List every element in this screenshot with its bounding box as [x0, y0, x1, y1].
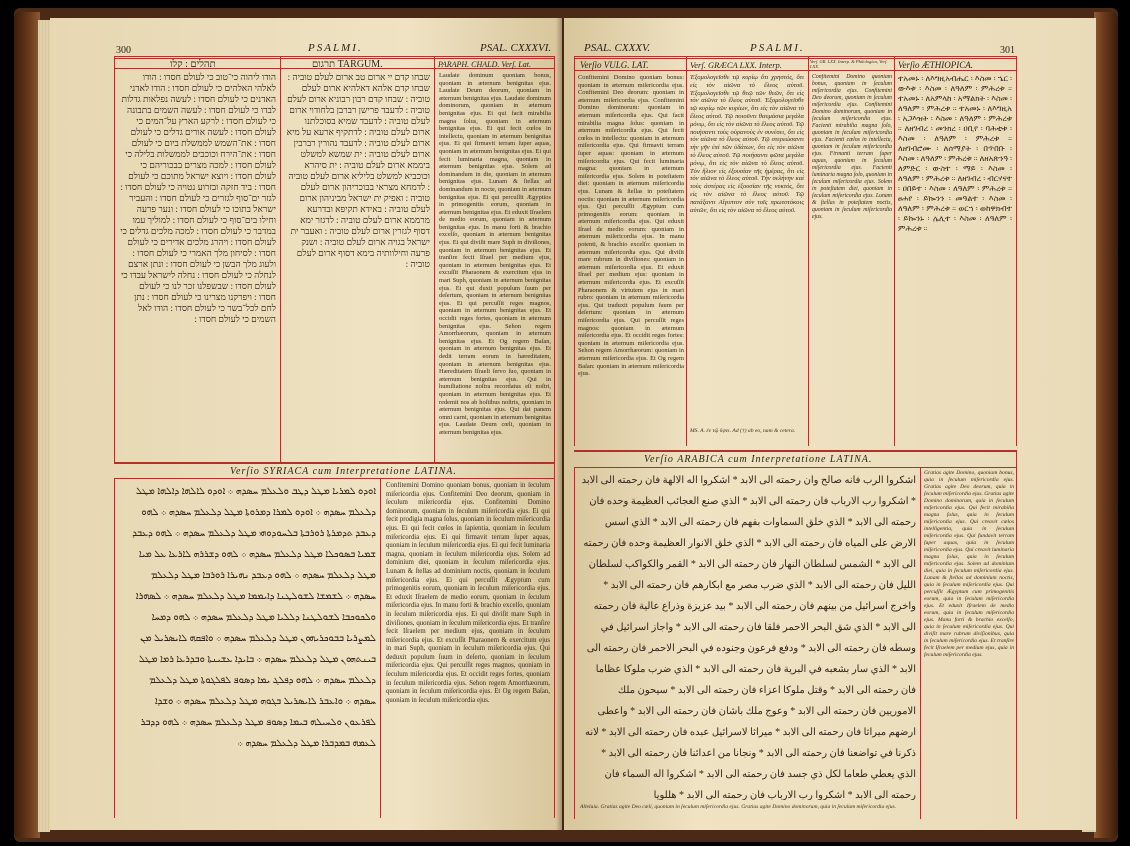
rule: [280, 56, 281, 462]
greek-footnote: MS. A. ἐν τῷ ὕψει. Ad (†) ab eo, nam & cetera.: [690, 428, 796, 434]
rule: [114, 462, 554, 464]
paraph-column-head: PARAPH. CHALD. Verſ. Lat.: [438, 60, 531, 69]
rule: [1016, 450, 1017, 819]
syriac-section-head: Verſio SYRIACA cum Interpretatione LATINA.: [230, 466, 457, 477]
greek-latin-text: Confitemini Domino quoniam bonus, quoniam in ſeculum miſericordia ejus. Confitemini Deo deorum, quoniam in ſeculum miſericordia ejus. Confitemini Domino dominorum, quoniam in ſeculum miſericordia ejus. Facienti mirabilia magna ſolo, quoniam in ſeculum miſericordia ejus. Facienti cœlos in intellectu, quoniam in ſeculum miſericordia ejus. Firmanti terram ſuper aquas, quoniam in ſeculum miſericordia ejus. Facienti luminaria magna ſolo, quoniam in ſeculum miſericordia ejus. Solem in poteſtatem diei, quoniam in ſeculum miſericordia ejus. Lunam & ſtellas in poteſtatem noctis, quoniam in ſeculum miſericordia ejus.: [812, 74, 892, 220]
vulgate-text: Confitemini Domino quoniam bonus: quoniam in æternum miſericordia ejus. Confitemini Deo deorum: quoniam in æternum miſericordia ejus. Confitemini Domino dominorum: quoniam in æternum miſericordia ejus. Qui facit mirabilia magna ſolus: quoniam in æternum miſericordia ejus. Qui fecit cœlos in intellectu: quoniam in æternum miſericordia ejus. Qui firmavit terram ſuper aquas: quoniam in æternum miſericordia ejus. Qui fecit luminaria magna: quoniam in æternum miſericordia ejus. Solem in poteſtatem diei: quoniam in æternum miſericordia ejus. Lunam & ſtellas in poteſtatem noctis: quoniam in æternum miſericordia ejus. Qui percuſſit Ægyptum cum primogenitis eorum: quoniam in æternum miſericordia ejus. Qui eduxit Iſrael de medio eorum: quoniam in æternum miſericordia ejus. In manu potenti, & brachio excelſo: quoniam in æternum miſericordia ejus. Qui diviſit mare rubrum in diviſiones: quoniam in æternum miſericordia ejus. Et eduxit Iſrael per medium ejus: quoniam in æternum miſericordia ejus. Et excuſſit Pharaonem & virtutem ejus in mari rubro: quoniam in æternum miſericordia ejus. Qui traduxit populum ſuum per deſertum: quoniam in æternum miſericordia ejus. Qui percuſſit reges magnos: quoniam in æternum miſericordia ejus. Et occidit reges fortes: quoniam in æternum miſericordia ejus. Sehon regem Amorrhæorum: quoniam in æternum miſericordia ejus. Et Og regem Baſan: quoniam in æternum miſericordia ejus.: [578, 74, 684, 378]
left-page-number: 300: [116, 45, 131, 56]
hebrew-column-head: תהלים : קלו: [170, 59, 216, 70]
hebrew-text: הודו ליהוה כי־טוב כי לעולם חסדו : הודו לאלהי האלהים כי לעולם חסדו : הודו לאדני האדנים כי לעולם חסדו : לעשה נפלאות גדלות לבדו כי לעולם חסדו : לעשה השמים בתבונה כי לעולם חסדו : לרקע הארץ על־המים כי לעולם חסדו : לעשה אורים גדלים כי לעולם חסדו : את־השמש לממשלת ביום כי לעולם חסדו : את־הירח וכוכבים לממשלות בלילה כי לעולם חסדו : למכה מצרים בבכוריהם כי לעולם חסדו : ויוצא ישראל מתוכם כי לעולם חסדו : ביד חזקה ובזרוע נטויה כי לעולם חסדו : לגזר ים־סוף לגזרים כי לעולם חסדו : והעביר ישראל בתוכו כי לעולם חסדו : ונער פרעה וחילו בים־סוף כי לעולם חסדו : למוליך עמו במדבר כי לעולם חסדו : למכה מלכים גדלים כי לעולם חסדו : ויהרג מלכים אדירים כי לעולם חסדו : לסיחון מלך האמרי כי לעולם חסדו : ולעוג מלך הבשן כי לעולם חסדו : ונתן ארצם לנחלה כי לעולם חסדו : נחלה לישראל עבדו כי לעולם חסדו : שבשפלנו זכר לנו כי לעולם חסדו : ויפרקנו מצרינו כי לעולם חסדו : נתן לחם לכל־בשר כי לעולם חסדו : הודו לאל השמים כי לעולם חסדו :: [120, 72, 276, 324]
right-psalm-ref: PSAL. CXXXV.: [584, 42, 651, 54]
right-cover-edge: [1094, 12, 1118, 838]
syriac-text: ܐܘܕܘ ܠܡܪܝܐ ܡܛܠ ܕܛܒ ܘܠܥܠܡ ܚܣܕܗ ܀ ܐܘܕܘ ܠܐܠܗܐ ܕܐܠܗܐ ܡܛܠ ܕܠܥܠܡ ܚܣܕܗ ܀ ܐܘܕܘ ܠܡܪܐ ܕܡܪܘܬܐ ܡܛܠ ܕܠܥܠܡ ܚܣܕܗ ܀ ܠܗܘ ܕܥܒܕ ܬܕܡܪܬܐ ܪܘܪܒܬܐ ܒܠܚܘܕܘܗܝ ܡܛܠ ܕܠܥܠܡ ܚܣܕܗ ܀ ܠܗܘ ܕܥܒܕ ܫܡܝܐ ܒܣܘܟܠܐ ܡܛܠ ܕܠܥܠܡ ܚܣܕܗ ܀ ܠܗܘ ܕܫܪܪܗ ܠܐܪܥܐ ܥܠ ܡܝܐ ܡܛܠ ܕܠܥܠܡ ܚܣܕܗ ܀ ܠܗܘ ܕܥܒܕ ܢܗܝܪܐ ܪܘܪܒܐ ܡܛܠ ܕܠܥܠܡ ܚܣܕܗ ܀ ܠܫܡܫܐ ܠܫܘܠܛܢܐ ܕܐܝܡܡܐ ܡܛܠ ܕܠܥܠܡ ܚܣܕܗ ܀ ܠܣܗܪܐ ܘܠܟܘܟܒܐ ܠܫܘܠܛܢܐ ܕܠܠܝܐ ܡܛܠ ܕܠܥܠܡ ܚܣܕܗ ܀ ܠܗܘ ܕܡܚܐ ܠܡܨܪܝܐ ܒܒܘܟܪܝܗܘܢ ܡܛܠ ܕܠܥܠܡ ܚܣܕܗ ܀ ܘܐܦܩܗ ܠܐܝܣܪܝܠ ܡܢ ܒܝܢܬܗܘܢ ܡܛܠ ܕܠܥܠܡ ܚܣܕܗ ܀ ܒܐܝܕܐ ܥܫܝܢܬܐ ܘܒܕܪܥܐ ܪܡܐ ܡܛܠ ܕܠܥܠܡ ܚܣܕܗ ܀ ܠܗܘ ܕܦܠܓ ܝܡܐ ܕܣܘܦ ܠܦܠܓܘܬܐ ܡܛܠ ܕܠܥܠܡ ܚܣܕܗ ܀ ܘܐܥܒܪ ܠܐܝܣܪܝܠ ܒܓܘܗ ܡܛܠ ܕܠܥܠܡ ܚܣܕܗ ܀ ܘܫܕܐ ܠܦܪܥܘܢ ܘܠܚܝܠܗ ܒܝܡܐ ܕܣܘܦ ܡܛܠ ܕܠܥܠܡ ܚܣܕܗ ܀ ܠܗܘ ܕܕܒܪ ܠܥܡܗ ܒܡܕܒܪܐ ܡܛܠ ܕܠܥܠܡ ܚܣܕܗ ܀: [132, 487, 376, 749]
paraph-latin-text: Laudate dominum quoniam bonus, quoniam in æternum benignitas ejus. Laudate Deum deorum, quoniam in æternum benignitas ejus. Laudate dominum dominorum, quoniam in æternum benignitas ejus. Ei qui facit mirabilia magna ſolus, quoniam in æternum benignitas ejus. Ei qui fecit cœlos in intellectu, quoniam in æternum benignitas ejus. Ei qui firmavit terram ſuper aquas, quoniam in æternum benignitas ejus. Ei qui fecit luminaria magna, quoniam in æternum benignitas ejus. Solem ad dominandum in die, quoniam in æternum benignitas ejus. Lunam & ſtellas ad dominandum in nocte, quoniam in æternum benignitas ejus. Ei qui percuſſit Ægyptios in primogenitis eorum, quoniam in æternum benignitas ejus. Et eduxit Iſraelem de medio eorum, quoniam in æternum benignitas ejus. In manu forti & brachio excelſo, quoniam in æternum benignitas ejus. Ei qui diviſit mare Suph in diviſiones, quoniam in æternum benignitas ejus. Et tranſire fecit Iſrael per medium ejus, quoniam in æternum benignitas ejus. Et excuſſit Pharaonem & exercitum ejus in mari Suph, quoniam in æternum benignitas ejus. Ei qui duxit populum ſuum per deſertum, quoniam in æternum benignitas ejus. Ei qui percuſſit reges magnos, quoniam in æternum benignitas ejus. Et occidit reges fortes, quoniam in æternum benignitas ejus. Sehon regem Amorrhæorum, quoniam in æternum benignitas ejus. Et Og regem Baſan, quoniam in æternum benignitas ejus. Et dedit terram eorum in hæreditatem, quoniam in æternum benignitas ejus. Hæreditatem Iſraeli ſervo ſuo, quoniam in æternum benignitas ejus. Qui in humiliatione noſtra recordatus eſt noſtri, quoniam in æternum benignitas ejus. Et redemit nos ab hoſtibus noſtris, quoniam in æternum benignitas ejus. Qui dat panem omni carni, quoniam in æternum benignitas ejus. Laudate Deum cœli, quoniam in æternum benignitas ejus.: [439, 72, 551, 436]
rule: [574, 58, 1016, 59]
rule: [574, 70, 1016, 71]
right-page-number: 301: [1000, 45, 1015, 56]
targum-column-head: תרגום TARGUM.: [312, 59, 383, 70]
rule: [920, 467, 921, 819]
syriac-latin-text: Confitemini Domino quoniam bonus, quoniam in ſeculum miſericordia ejus. Confitemini Deo deorum, quoniam in ſeculum miſericordia ejus. Confitemini Domino dominorum, quoniam in ſeculum miſericordia ejus. Ei qui fecit prodigia magna ſolus, quoniam in ſeculum miſericordia ejus. Ei qui fecit cœlos in ſapientia, quoniam in ſeculum miſericordia ejus. Ei qui firmavit terram ſuper aquas, quoniam in ſeculum miſericordia ejus. Ei qui fecit luminaria magna, quoniam in ſeculum miſericordia ejus. Solem ad dominium diei, quoniam in ſeculum miſericordia ejus. Lunam & ſtellas ad dominium noctis, quoniam in ſeculum miſericordia ejus. Ei qui percuſſit Ægyptum cum primogenitis eorum, quoniam in ſeculum miſericordia ejus. Et eduxit Iſraelem de medio eorum, quoniam in ſeculum miſericordia ejus. In manu forti & brachio excelſo, quoniam in ſeculum miſericordia ejus. Ei qui diviſit mare Suph in diviſiones, quoniam in ſeculum miſericordia ejus. Et tranſire fecit Iſraelem per medium ejus, quoniam in ſeculum miſericordia ejus. Et excuſſit Pharaonem & exercitum ejus in mari Suph, quoniam in ſeculum miſericordia ejus. Qui deduxit populum ſuum in deſerto, quoniam in ſeculum miſericordia ejus. Qui percuſſit reges magnos, quoniam in ſeculum miſericordia ejus. Et occidit reges fortes, quoniam in ſeculum miſericordia ejus. Sehon regem Amorrhæorum, quoniam in ſeculum miſericordia ejus. Et Og regem Baſan, quoniam in ſeculum miſericordia ejus.: [386, 482, 550, 704]
targum-text: שבחו קדם יי ארום טב ארום לעלם טוביה : שבחו קדם אלהא דאלהיא ארום לעלם טוביה : שבחו קדם רבון רבוניא ארום לעלם טוביה : לדעבד פרישן רברבן בלחודוי ארום לעלם טוביה : לדעבד שמיא בסוכלתנו ארום לעלם טוביה : לדתקיף ארעא על מיא ארום לעלם טוביה : לדעבד נהורין רברבין ארום לעלם טוביה : ית שמשא למשלט ביממא ארום לעלם טוביה : ית סיהרא וכוכביא למשלט בליליא ארום לעלם טוביה : לדמחא מצראי בבוכריהון ארום לעלם טוביה : ואפיק ית ישראל מביניהון ארום לעלם טוביה : באידא תקיפא ובדרעא מרממא ארום לעלם טוביה : לדגזר ימא דסוף לגזרין ארום לעלם טוביה : ואעבר ית ישראל בגויה ארום לעלם טוביה : ושנק פרעה וחילוותיה בימא דסוף ארום לעלם טוביה :: [286, 72, 430, 269]
greek-column-head: Verſ. GRÆCA LXX. Interp.: [690, 60, 782, 70]
rule: [686, 56, 687, 446]
rule: [894, 56, 895, 446]
arabic-text: اشكروا الرب فانه صالح وان رحمته الى الابد * اشكروا اله الالهة فان رحمته الى الابد * اشكروا رب الارباب فان رحمته الى الابد * الذي صنع العجائب العظيمة وحده فان رحمته الى الابد * الذي خلق السماوات بفهم فان رحمته الى الابد * الذي اسس الارض على المياه فان رحمته الى الابد * الذي خلق الانوار العظيمة وحده فان رحمته الى الابد * الشمس لسلطان النهار فان رحمته الى الابد * القمر والكواكب لسلطان الليل فان رحمته الى الابد * الذي ضرب مصر مع ابكارهم فان رحمته الى الابد * واخرج اسرائيل من بينهم فان رحمته الى الابد * بيد عزيزة وذراع عالية فان رحمته الى الابد * الذي شق البحر الاحمر فلقا فان رحمته الى الابد * واجاز اسرائيل في وسطه فان رحمته الى الابد * ودفع فرعون وجنوده في البحر الاحمر فان رحمته الى الابد * الذي سار بشعبه في البرية فان رحمته الى الابد * الذي ضرب ملوكا عظاما فان رحمته الى الابد * وقتل ملوكا اعزاء فان رحمته الى الابد * سيحون ملك الاموريين فان رحمته الى الابد * وعوج ملك باشان فان رحمته الى الابد * واعطى ارضهم ميراثا فان رحمته الى الابد * ميراثا لاسرائيل عبده فان رحمته الى الابد * لانه ذكرنا في تواضعنا فان رحمته الى الابد * ونجانا من اعدائنا فان رحمته الى الابد * الذي يعطي طعاما لكل ذي جسد فان رحمته الى الابد * اشكروا اله السماء فان رحمته الى الابد * اشكروا رب الارباب فان رحمته الى الابد * هللويا: [581, 475, 916, 800]
vulgate-column-head: Verſio VULG. LAT.: [580, 60, 649, 70]
rule: [574, 467, 1016, 468]
left-page-edges: [38, 20, 50, 832]
left-running-head: PSALMI.: [308, 42, 363, 54]
left-page: [50, 18, 562, 830]
right-page: [564, 18, 1096, 830]
rule: [808, 56, 809, 446]
left-psalm-ref: PSAL. CXXXVI.: [480, 42, 552, 54]
left-cover-edge: [14, 12, 40, 838]
greek-latin-column-head: Verſ. GR. LXX. Interp. & Philologica, Verſ. LXX.: [810, 59, 888, 69]
rule: [114, 56, 554, 57]
greek-text: Ἐξομολογεῖσθε τῷ κυρίῳ ὅτι χρηστός, ὅτι εἰς τὸν αἰῶνα τὸ ἔλεος αὐτοῦ. Ἐξομολογεῖσθε τῷ θεῷ τῶν θεῶν, ὅτι εἰς τὸν αἰῶνα τὸ ἔλεος αὐτοῦ. Ἐξομολογεῖσθε τῷ κυρίῳ τῶν κυρίων, ὅτι εἰς τὸν αἰῶνα τὸ ἔλεος αὐτοῦ. Τῷ ποιοῦντι θαυμάσια μεγάλα μόνῳ, ὅτι εἰς τὸν αἰῶνα τὸ ἔλεος αὐτοῦ. Τῷ ποιήσαντι τοὺς οὐρανοὺς ἐν συνέσει, ὅτι εἰς τὸν αἰῶνα τὸ ἔλεος αὐτοῦ. Τῷ στερεώσαντι τὴν γῆν ἐπὶ τῶν ὑδάτων, ὅτι εἰς τὸν αἰῶνα τὸ ἔλεος αὐτοῦ. Τῷ ποιήσαντι φῶτα μεγάλα μόνῳ, ὅτι εἰς τὸν αἰῶνα τὸ ἔλεος αὐτοῦ. Τὸν ἥλιον εἰς ἐξουσίαν τῆς ἡμέρας, ὅτι εἰς τὸν αἰῶνα τὸ ἔλεος αὐτοῦ. Τὴν σελήνην καὶ τοὺς ἀστέρας εἰς ἐξουσίαν τῆς νυκτός, ὅτι εἰς τὸν αἰῶνα τὸ ἔλεος αὐτοῦ. Τῷ πατάξαντι Αἴγυπτον σὺν τοῖς πρωτοτόκοις αὐτῶν, ὅτι εἰς τὸν αἰῶνα τὸ ἔλεος αὐτοῦ.: [690, 74, 804, 214]
ethiopic-column-head: Verſio ÆTHIOPICA.: [898, 60, 973, 70]
rule: [574, 450, 1016, 452]
arabic-footnote: Alleluia. Gratias agite Deo cœli, quoniam in ſeculum miſericordia ejus. Gratias agite Domino dominorum, quia in ſeculum miſericordia ejus.: [580, 804, 897, 810]
rule: [574, 56, 1016, 57]
rule: [380, 478, 381, 818]
rule: [114, 56, 115, 462]
ethiopic-text: ተአመኑ ፡ ለእግዚአብሔር ፡ እስመ ፡ ኄር ፡ ውእቱ ፡ እስመ ፡ ለዓለም ፡ ምሕረቱ ። ተአመኑ ፡ ለአምላከ ፡ አማልክት ፡ እስመ ፡ ለዓለም ፡ ምሕረቱ ። ተአመኑ ፡ ለእግዚአ ፡ አጋእዝት ፡ እስመ ፡ ለዓለም ፡ ምሕረቱ ። ለዘገብረ ፡ መንክረ ፡ ዐቢየ ፡ ባሕቲቱ ፡ እስመ ፡ ለዓለም ፡ ምሕረቱ ። ለዘገብሮሙ ፡ ለሰማያት ፡ በጥበቡ ፡ እስመ ፡ ለዓለም ፡ ምሕረቱ ። ለዘአጽንዓ ፡ ለምድር ፡ ውስተ ፡ ማይ ፡ እስመ ፡ ለዓለም ፡ ምሕረቱ ። ለዘገብረ ፡ ብርሃናተ ፡ ዐበይተ ፡ እስመ ፡ ለዓለም ፡ ምሕረቱ ። ፀሐየ ፡ ይኰንን ፡ መዓልተ ፡ እስመ ፡ ለዓለም ፡ ምሕረቱ ። ወርኀ ፡ ወከዋክብተ ፡ ይኰንኑ ፡ ሌሊተ ፡ እስመ ፡ ለዓለም ፡ ምሕረቱ ።: [898, 74, 1012, 233]
rule: [114, 478, 554, 479]
rule: [574, 467, 575, 819]
right-running-head: PSALMI.: [750, 42, 805, 54]
arabic-section-head: Verſio ARABICA cum Interpretatione LATINA.: [644, 454, 873, 465]
rule: [574, 56, 575, 446]
rule: [1016, 56, 1017, 446]
arabic-latin-text: Gratias agite Domino, quoniam bonus, quia in ſeculum miſericordia ejus. Gratias agite Deo deorum, quia in ſeculum miſericordia ejus. Gratias agite Domino dominorum, quia in ſeculum miſericordia ejus. Qui fecit mirabilia magna ſolus, quia in ſeculum miſericordia ejus. Qui creavit cœlos intelligentia, quia in ſeculum miſericordia ejus. Qui fundavit terram ſuper aquas, quia in ſeculum miſericordia ejus. Qui creavit luminaria magna ſolus, quia in ſeculum miſericordia ejus. Solem ad dominium diei, quia in ſeculum miſericordia ejus. Lunam & ſtellas ad dominium noctis, quia in ſeculum miſericordia ejus. Qui percuſſit Ægyptum cum primogenitis eorum, quia in ſeculum miſericordia ejus. Et eduxit Iſraelem de medio eorum, quia in ſeculum miſericordia ejus. Manu forti & brachio excelſo, quia in ſeculum miſericordia ejus. Qui diviſit mare rubrum diviſionibus, quia in ſeculum miſericordia ejus. Et tranſire fecit Iſraelem per medium ejus, quia in ſeculum miſericordia ejus.: [924, 470, 1014, 658]
rule: [114, 478, 115, 818]
rule: [434, 56, 435, 462]
rule: [554, 56, 555, 462]
rule: [554, 462, 555, 818]
